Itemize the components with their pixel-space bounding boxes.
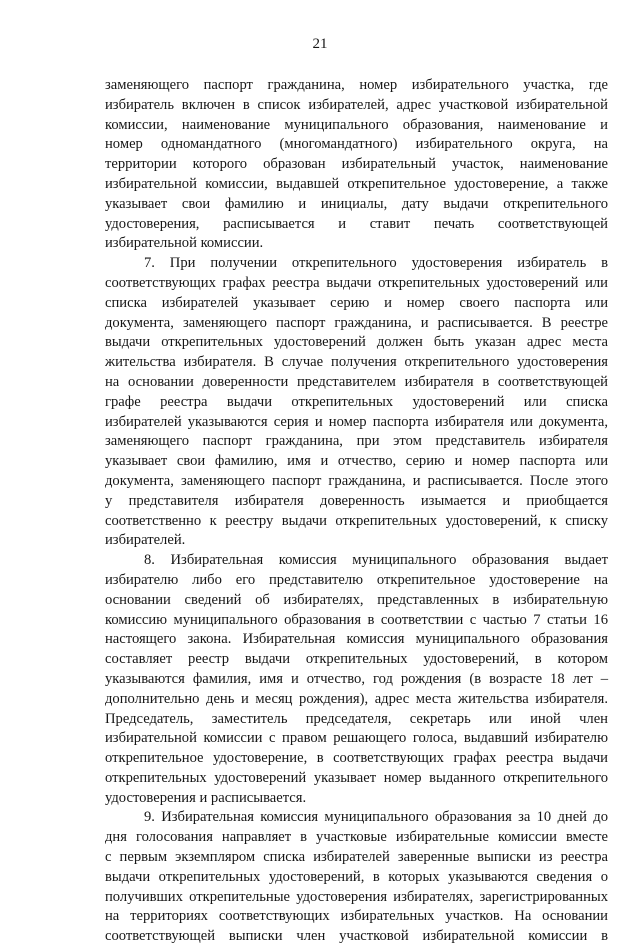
text-line: избиратель включен в список избирателей, адрес участковой избирательной (105, 96, 608, 113)
text-line: избирателей. (105, 532, 186, 549)
text-line: удостоверения и расписывается. (105, 789, 307, 806)
text-line: дня голосования направляет в участковые избирательные комиссии вместе (105, 829, 608, 846)
text-line: открепительных удостоверений указывает номер выданного открепительного (105, 769, 608, 786)
text-line: избирательной комиссии, выдавшей открепительное удостоверение, а также (105, 175, 608, 192)
text-line: территории которого образован избирательный участок, наименование (105, 156, 608, 173)
text-line: составляет реестр выдачи открепительных удостоверений, в котором (105, 651, 608, 668)
text-line: 8. Избирательная комиссия муниципального образования выдает (144, 552, 608, 569)
text-line: избирательной комиссии с правом решающего голоса, выдавший избирателю (105, 730, 608, 747)
text-line: 7. При получении открепительного удостоверения избиратель в (144, 255, 608, 272)
text-line: 9. Избирательная комиссия муниципального образования за 10 дней до (144, 809, 608, 826)
text-line: Председатель, заместитель председателя, секретарь или иной член (105, 710, 608, 727)
text-line: графе реестра выдачи открепительных удостоверений или списка (105, 393, 608, 410)
text-line: выдачи открепительных удостоверений должен быть указан адрес места (105, 334, 608, 351)
text-line: указываются фамилия, имя и отчество, год рождения (в возрасте 18 лет – (105, 670, 608, 687)
text-line: заменяющего паспорт гражданина, при этом представитель избирателя (105, 433, 608, 450)
text-line: на территориях соответствующих избирательных участков. На основании (105, 908, 608, 925)
text-line: жительства избирателя. В случае получения открепительного удостоверения (105, 354, 608, 371)
page-number: 21 (312, 36, 328, 52)
text-line: получивших открепительные удостоверения избирателях, зарегистрированных (105, 888, 608, 905)
text-line: дополнительно день и месяц рождения), адрес места жительства избирателя. (105, 690, 608, 707)
text-line: заменяющего паспорт гражданина, номер избирательного участка, где (105, 77, 608, 93)
text-line: с первым экземпляром списка избирателей заверенные выписки из реестра (105, 849, 608, 866)
text-line: у представителя избирателя доверенность изымается и приобщается (105, 492, 608, 509)
text-line: списка избирателей указывает серию и номер своего паспорта или (105, 294, 608, 311)
text-line: избирателю либо его представителю открепительное удостоверение на (105, 571, 608, 588)
text-line: выдачи открепительных удостоверений, в которых указываются сведения о (105, 868, 608, 885)
text-line: на основании доверенности представителем избирателя в соответствующей (105, 373, 608, 390)
text-line: указывает свои фамилию и инициалы, дату выдачи открепительного (105, 195, 608, 212)
text-line: номер одномандатного (многомандатного) избирательного округа, на (105, 136, 608, 153)
text-line: соответствующих графах реестра выдачи открепительных удостоверений или (105, 274, 608, 291)
text-line: комиссию муниципального образования в соответствии с частью 7 статьи 16 (105, 611, 608, 628)
text-line: указывает свои фамилию, имя и отчество, серию и номер паспорта или (105, 453, 608, 470)
text-line: документа, заменяющего паспорт гражданина, и расписывается. После этого (105, 472, 608, 489)
text-line: соответствующей выписки член участковой избирательной комиссии в (105, 928, 608, 945)
text-line: удостоверения, расписывается и ставит печать соответствующей (105, 215, 608, 232)
text-line: настоящего закона. Избирательная комиссия муниципального образования (105, 631, 608, 648)
text-line: документа, заменяющего паспорт гражданина, и расписывается. В реестре (105, 314, 608, 331)
text-line: избирательной комиссии. (105, 235, 264, 252)
body-text (105, 76, 608, 947)
text-line: основании сведений об избирателях, представленных в избирательную (105, 591, 608, 608)
text-line: избирателей указываются серия и номер паспорта избирателя или документа, (105, 413, 608, 430)
text-line: комиссии, наименование муниципального образования, наименование и (105, 116, 608, 133)
text-line: соответственно к реестру выдачи открепительных удостоверений, к списку (105, 512, 608, 529)
text-line: открепительное удостоверение, в соответствующих графах реестра выдачи (105, 750, 608, 767)
